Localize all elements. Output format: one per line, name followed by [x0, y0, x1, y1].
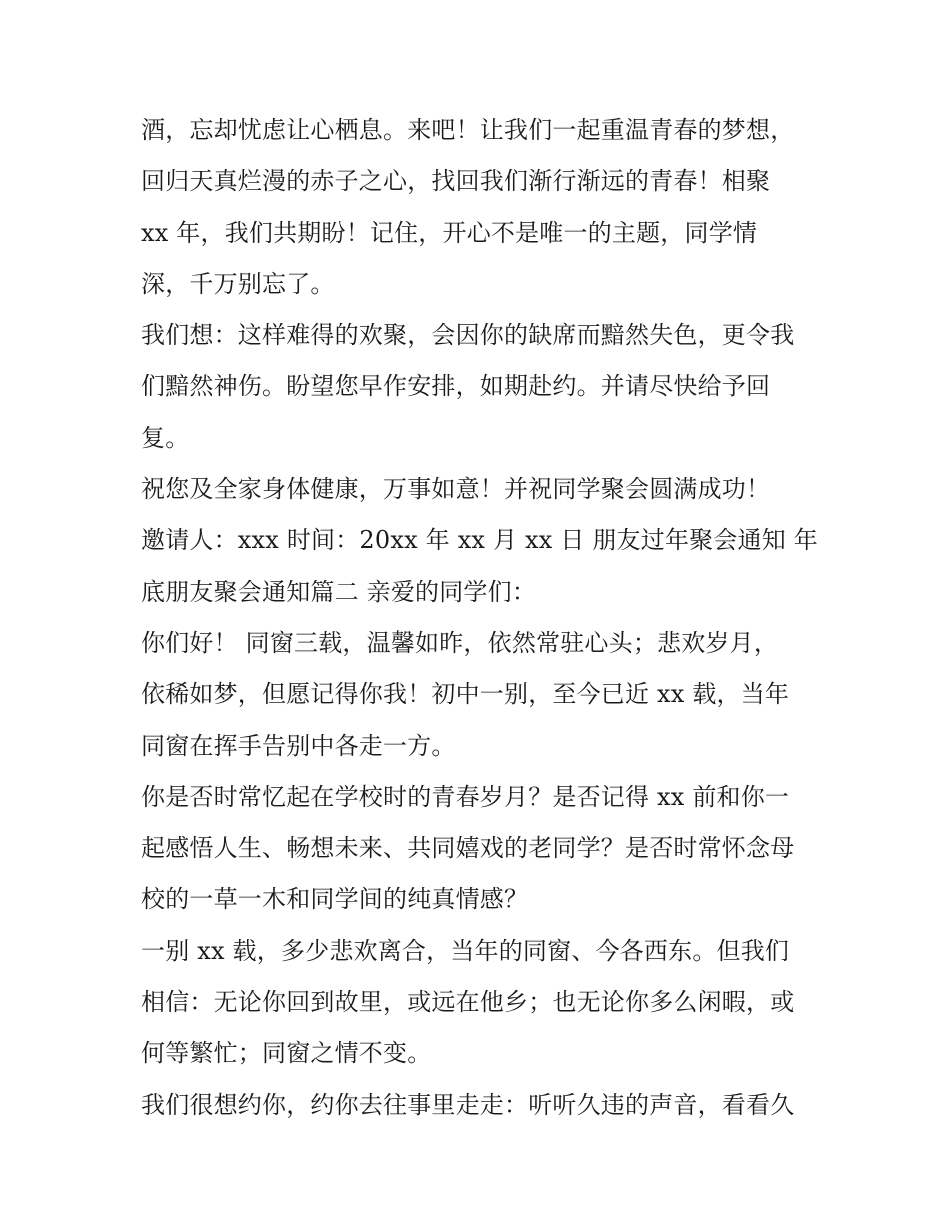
text-line: 底朋友聚会通知篇二 亲爱的同学们： — [141, 577, 537, 606]
text-line: 我们很想约你，约你去往事里走走：听听久违的声音，看看久 — [141, 1090, 795, 1119]
text-line: 们黯然神伤。盼望您早作安排，如期赴约。并请尽快给予回 — [141, 372, 771, 401]
document-body — [141, 105, 821, 1131]
text-line: 一别 xx 载，多少悲欢离合，当年的同窗、今各西东。但我们 — [141, 936, 790, 965]
text-line: xx 年，我们共期盼！记住，开心不是唯一的主题，同学情 — [141, 218, 758, 247]
text-line: 复。 — [141, 423, 190, 452]
text-line: 回归天真烂漫的赤子之心，找回我们渐行渐远的青春！相聚 — [141, 167, 771, 196]
text-line: 相信：无论你回到故里，或远在他乡；也无论你多么闲暇，或 — [141, 988, 795, 1017]
text-line: 校的一草一木和同学间的纯真情感？ — [141, 885, 529, 914]
text-line: 酒，忘却忧虑让心栖息。来吧！让我们一起重温青春的梦想， — [141, 116, 795, 144]
text-line: 邀请人：xxx 时间：20xx 年 xx 月 xx 日 朋友过年聚会通知 年 — [141, 526, 818, 555]
text-line: 何等繁忙；同窗之情不变。 — [141, 1039, 432, 1068]
text-line: 起感悟人生、畅想未来、共同嬉戏的老同学？是否时常怀念母 — [141, 834, 795, 863]
text-line: 你是否时常忆起在学校时的青春岁月？是否记得 xx 前和你一 — [141, 782, 790, 811]
text-line: 同窗在挥手告别中各走一方。 — [141, 731, 456, 760]
text-line: 依稀如梦，但愿记得你我！初中一别，至今已近 xx 载，当年 — [141, 680, 790, 709]
text-line: 我们想：这样难得的欢聚，会因你的缺席而黯然失色，更令我 — [141, 321, 795, 350]
text-line: 祝您及全家身体健康，万事如意！并祝同学聚会圆满成功！ — [141, 475, 771, 504]
text-line: 深，千万别忘了。 — [141, 269, 335, 298]
text-line: 你们好！ 同窗三载，温馨如昨，依然常驻心头；悲欢岁月， — [141, 628, 779, 657]
